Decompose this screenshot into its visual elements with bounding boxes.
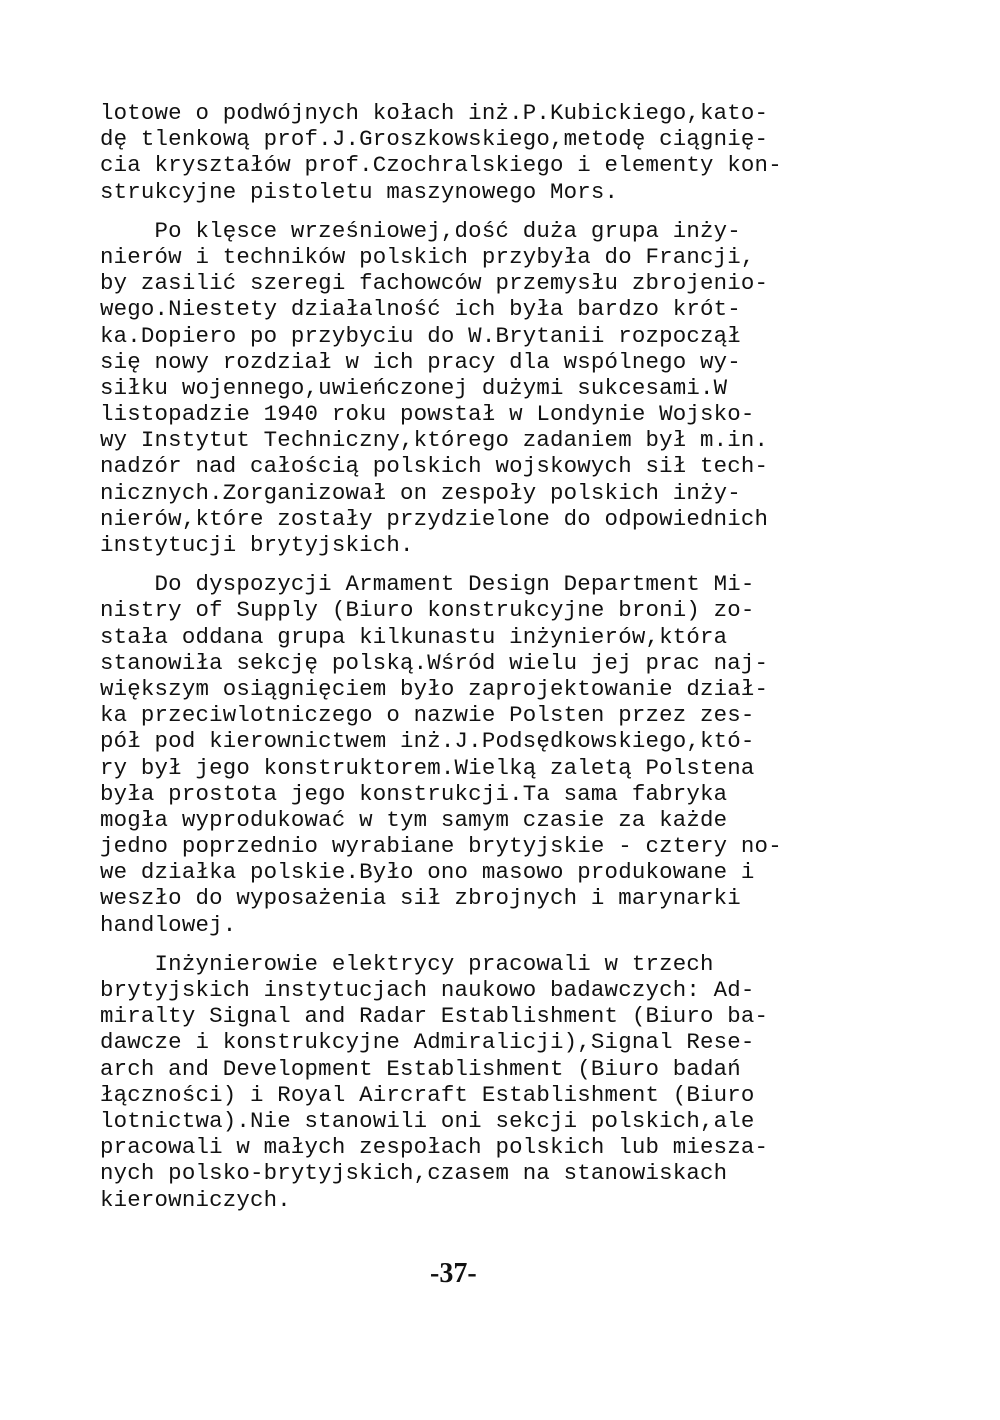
paragraph — [100, 951, 900, 1213]
text-line: by zasilić szeregi fachowców przemysłu zbrojenio- — [100, 270, 769, 297]
text-line: we działka polskie.Było ono masowo produkowane i — [100, 859, 755, 886]
text-line: strukcyjne pistoletu maszynowego Mors. — [100, 178, 619, 205]
text-line: Do dyspozycji Armament Design Department Mi- — [100, 571, 755, 598]
text-line: Po klęsce wrześniowej,dość duża grupa inży- — [100, 217, 741, 244]
body-text — [100, 100, 900, 1226]
text-line: cia kryształów prof.Czochralskiego i elementy kon- — [100, 152, 782, 179]
text-line: mogła wyprodukować w tym samym czasie za każde — [100, 806, 728, 833]
text-line: handlowej. — [100, 911, 237, 938]
text-line: stanowiła sekcję polską.Wśród wielu jej prac naj- — [100, 649, 769, 676]
paragraph — [100, 218, 900, 558]
text-line: lotowe o podwójnych kołach inż.P.Kubickiego,kato- — [100, 100, 769, 126]
text-line: kierowniczych. — [100, 1186, 291, 1213]
text-line: listopadzie 1940 roku powstał w Londynie Wojsko- — [100, 401, 755, 428]
text-line: wy Instytut Techniczny,którego zadaniem był m.in. — [100, 427, 769, 454]
text-line: jedno poprzednio wyrabiane brytyjskie - cztery no- — [100, 833, 782, 860]
text-line: nierów i techników polskich przybyła do Francji, — [100, 243, 755, 270]
text-line: ka.Dopiero po przybyciu do W.Brytanii rozpoczął — [100, 322, 741, 349]
text-line: stała oddana grupa kilkunastu inżynierów,która — [100, 623, 728, 650]
text-line: dawcze i konstrukcyjne Admiralicji),Signal Rese- — [100, 1029, 755, 1056]
text-line: ry był jego konstruktorem.Wielką zaletą Polstena — [100, 754, 755, 781]
text-line: nadzór nad całością polskich wojskowych sił tech- — [100, 453, 769, 480]
text-line: nicznych.Zorganizował on zespoły polskich inży- — [100, 479, 741, 506]
text-line: weszło do wyposażenia sił zbrojnych i marynarki — [100, 885, 741, 912]
text-line: arch and Development Establishment (Biuro badań — [100, 1055, 741, 1082]
text-line: lotnictwa).Nie stanowili oni sekcji polskich,ale — [100, 1107, 755, 1134]
text-line: nistry of Supply (Biuro konstrukcyjne broni) zo- — [100, 597, 755, 624]
text-line: Inżynierowie elektrycy pracowali w trzech — [100, 950, 714, 977]
text-line: nierów,które zostały przydzielone do odpowiednich — [100, 505, 769, 532]
paragraph — [100, 100, 900, 205]
text-line: brytyjskich instytucjach naukowo badawczych: Ad- — [100, 977, 755, 1003]
text-line: nych polsko-brytyjskich,czasem na stanowiskach — [100, 1160, 728, 1187]
paragraph — [100, 571, 900, 938]
text-line: była prostota jego konstrukcji.Ta sama fabryka — [100, 780, 728, 807]
page-number: -37- — [430, 1258, 477, 1289]
text-line: pół pod kierownictwem inż.J.Podsędkowskiego,któ- — [100, 728, 755, 755]
text-line: większym osiągnięciem było zaprojektowanie dział- — [100, 675, 769, 702]
text-line: instytucji brytyjskich. — [100, 532, 414, 558]
text-line: dę tlenkową prof.J.Groszkowskiego,metodę ciągnię- — [100, 126, 769, 153]
text-line: siłku wojennego,uwieńczonej dużymi sukcesami.W — [100, 374, 728, 401]
text-line: miralty Signal and Radar Establishment (Biuro ba- — [100, 1003, 769, 1030]
text-line: się nowy rozdział w ich pracy dla wspólnego wy- — [100, 348, 741, 375]
text-line: pracowali w małych zespołach polskich lub miesza- — [100, 1134, 769, 1161]
text-line: łączności) i Royal Aircraft Establishment (Biuro — [100, 1081, 755, 1108]
text-line: wego.Niestety działalność ich była bardzo krót- — [100, 296, 741, 323]
text-line: ka przeciwlotniczego o nazwie Polsten przez zes- — [100, 702, 755, 729]
